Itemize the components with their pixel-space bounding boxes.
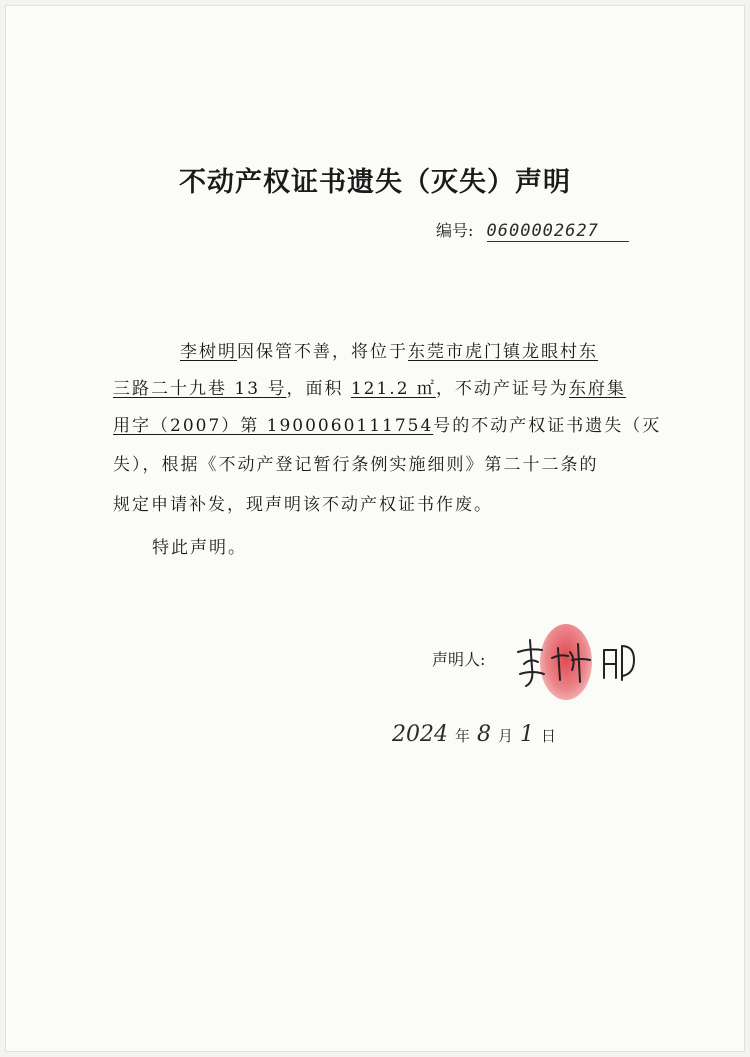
date-day-unit: 日 [541,727,557,745]
declarer-label: 声明人: [432,650,486,669]
body-line-3 [113,411,661,436]
body-line-5: 规定申请补发，现声明该不动产权证书作废。 [113,495,493,515]
serial-label: 编号: [436,221,474,240]
owner-name: 李树明 [180,342,237,362]
property-address: 东莞市虎门镇龙眼村东 [408,342,598,362]
body-text: 因保管不善，将位于 [237,342,408,362]
property-address-cont: 三路二十九巷 13 号 [113,379,287,399]
body-text: ，面积 [286,379,351,399]
handwritten-signature [512,630,642,690]
certificate-number-cont: 用字（2007）第 1900060111754 [113,416,434,436]
serial-number [436,218,629,242]
body-line-4: 失），根据《不动产登记暂行条例实施细则》第二十二条的 [113,455,599,475]
date-month: 8 [477,722,492,747]
closing-statement: 特此声明。 [152,538,247,558]
serial-value: 0600002627 [487,221,629,242]
body-line-1 [180,337,598,362]
signing-date [392,722,556,747]
date-year: 2024 [392,722,448,747]
property-area: 121.2 ㎡ [350,379,436,399]
body-text: ，不动产证号为 [435,379,569,399]
certificate-number: 东府集 [568,379,626,399]
date-year-unit: 年 [455,727,471,745]
date-month-unit: 月 [498,727,514,745]
body-text: 号的不动产权证书遗失（灭 [433,416,662,436]
page-title: 不动产权证书遗失（灭失）声明 [179,167,571,198]
body-line-2 [113,374,626,399]
date-day: 1 [520,722,535,747]
